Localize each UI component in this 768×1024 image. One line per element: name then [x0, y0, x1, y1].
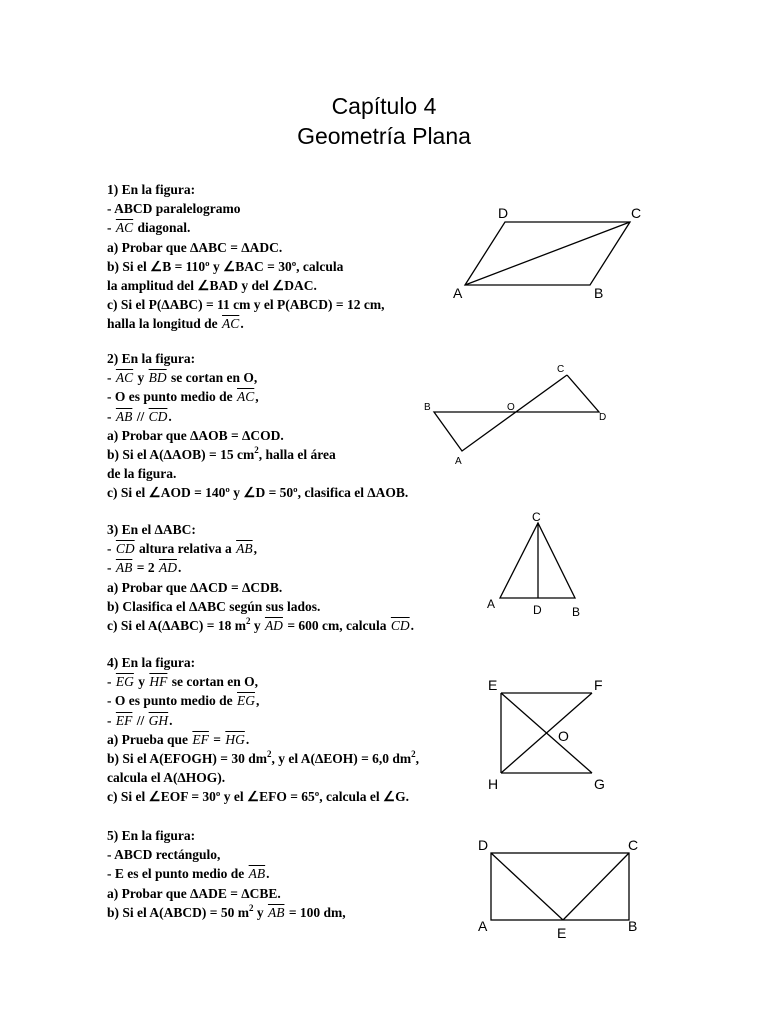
statement-text: - E es el punto medio de — [107, 866, 248, 882]
statement-text: - — [107, 560, 115, 576]
segment-notation: $\overline{AC}$ — [115, 220, 134, 236]
statement-text: // — [133, 408, 148, 424]
statement-text: calcula el A(∆HOG). — [107, 770, 226, 786]
statement-text: c) Si el A(∆ABC) = 18 m — [107, 617, 246, 633]
statement-text: . — [266, 866, 270, 882]
superscript: 2 — [266, 748, 272, 759]
statement-text: , — [256, 693, 260, 709]
statement-text: se cortan en O, — [167, 370, 258, 386]
label-a: A — [455, 456, 462, 467]
statement-text: y — [253, 904, 267, 920]
statement-text: b) Si el A(ABCD) = 50 m — [107, 904, 249, 920]
statement-text: c) Si el ∠EOF = 30º y el ∠EFO = 65º, calcula el ∠G. — [107, 789, 409, 805]
superscript: 2 — [254, 444, 259, 455]
segment-notation: $\overline{AB}$ — [236, 541, 253, 557]
superscript: 2 — [411, 748, 416, 759]
segment-notation: $\overline{EF}$ — [192, 731, 209, 747]
label-c: C — [628, 837, 639, 853]
statement-text: , y el A(∆EOH) = 6,0 dm — [271, 750, 412, 766]
segment-notation: $\overline{AB}$ — [115, 560, 133, 576]
statement-text: - — [107, 541, 115, 557]
segment-notation: $\overline{EG}$ — [237, 693, 256, 709]
segment-de — [491, 853, 563, 920]
statement-text: - — [107, 220, 115, 236]
segment-notation: $\overline{AD}$ — [158, 560, 177, 576]
statement-text: c) Si el P(∆ABC) = 11 cm y el P(ABCD) = 12 cm, — [107, 297, 385, 313]
statement-text: - — [107, 370, 115, 386]
statement-text: = 2 — [133, 560, 158, 576]
statement-text: b) Si el ∠B = 110º y ∠BAC = 30º, calcula — [107, 258, 344, 274]
statement-text: = — [209, 731, 225, 747]
statement-text: , halla el área — [258, 446, 336, 462]
statement-text: . — [169, 712, 173, 728]
statement-text: // — [133, 712, 148, 728]
segment-notation: $\overline{CD}$ — [115, 541, 135, 557]
statement-text: 3) En el ∆ABC: — [107, 522, 196, 537]
label-f: F — [594, 677, 603, 693]
label-o: O — [507, 402, 515, 413]
label-h: H — [488, 776, 499, 792]
subject-title: Geometría Plana — [297, 123, 471, 149]
label-c: C — [532, 510, 541, 524]
statement-text: c) Si el ∠AOD = 140º y ∠D = 50º, clasifica el ∆AOB. — [107, 485, 409, 501]
statement-text: a) Probar que ∆ADE = ∆CBE. — [107, 885, 281, 901]
statement-text: = 100 dm, — [285, 904, 346, 920]
statement-text: . — [410, 617, 415, 633]
label-e: E — [488, 677, 498, 693]
statement-text: a) Prueba que — [107, 731, 192, 747]
label-d: D — [478, 837, 489, 853]
segment-notation: $\overline{BD}$ — [148, 370, 167, 386]
segment-notation: $\overline{GH}$ — [148, 712, 169, 728]
statement-text: 4) En la figura: — [107, 655, 196, 670]
segment-notation: $\overline{HF}$ — [149, 674, 168, 690]
statement-text: a) Probar que ∆ACD = ∆CDB. — [107, 579, 283, 595]
segment-notation: $\overline{CD}$ — [390, 617, 410, 633]
label-a: A — [453, 285, 463, 301]
statement-text: 2) En la figura: — [107, 351, 196, 366]
segment-notation: $\overline{HG}$ — [225, 731, 245, 747]
statement-text: - O es punto medio de — [107, 389, 237, 405]
statement-text: . — [240, 316, 244, 332]
segment-notation: $\overline{AC}$ — [222, 316, 240, 332]
label-o: O — [558, 728, 569, 744]
segment-notation: $\overline{AB}$ — [267, 904, 285, 920]
label-e: E — [557, 925, 567, 941]
statement-text: - — [107, 712, 115, 728]
label-g: G — [594, 776, 605, 792]
statement-text: - ABCD rectángulo, — [107, 847, 221, 863]
statement-text: b) Si el A(∆AOB) = 15 cm — [107, 446, 255, 462]
statement-text: - — [107, 408, 115, 424]
statement-text: . — [177, 560, 182, 576]
label-d: D — [533, 603, 542, 617]
statement-text: - O es punto medio de — [107, 693, 237, 709]
statement-text: . — [168, 408, 172, 424]
label-d: D — [498, 205, 509, 221]
label-a: A — [478, 918, 488, 934]
statement-text: diagonal. — [134, 220, 191, 236]
segment-notation: $\overline{AB}$ — [248, 866, 266, 882]
segment-notation: $\overline{EG}$ — [115, 674, 134, 690]
statement-text: se cortan en O, — [168, 674, 258, 690]
statement-text: 5) En la figura: — [107, 828, 196, 843]
statement-text: halla la longitud de — [107, 316, 222, 332]
statement-text: - — [107, 674, 115, 690]
segment-notation: $\overline{AC}$ — [237, 389, 255, 405]
segment-notation: $\overline{AB}$ — [115, 408, 133, 424]
label-d: D — [599, 412, 607, 423]
segment-notation: $\overline{EF}$ — [115, 712, 133, 728]
segment-notation: $\overline{AD}$ — [264, 617, 283, 633]
label-c: C — [557, 364, 565, 375]
segment-notation: $\overline{CD}$ — [148, 408, 168, 424]
statement-text: b) Si el A(EFOGH) = 30 dm — [107, 750, 267, 766]
statement-text: = 600 cm, calcula — [283, 617, 390, 633]
label-a: A — [487, 597, 496, 611]
statement-text: 1) En la figura: — [107, 182, 196, 197]
statement-text: b) Clasifica el ∆ABC según sus lados. — [107, 598, 321, 614]
statement-text: y — [134, 674, 149, 690]
segment-notation: $\overline{AC}$ — [115, 370, 134, 386]
statement-text: , — [415, 750, 420, 766]
statement-text: altura relativa a — [135, 541, 236, 557]
segment-ce — [563, 853, 629, 920]
statement-text: de la figura. — [107, 466, 177, 482]
statement-text: la amplitud del ∠BAD y del ∠DAC. — [107, 277, 317, 293]
statement-text: . — [245, 731, 250, 747]
statement-text: y — [134, 370, 148, 386]
label-b: B — [424, 402, 431, 413]
chapter-title: Capítulo 4 — [331, 93, 437, 119]
label-b: B — [594, 285, 604, 301]
statement-text: - ABCD paralelogramo — [107, 201, 241, 217]
statement-text: , — [253, 541, 257, 557]
statement-text: a) Probar que ∆ABC = ∆ADC. — [107, 239, 283, 255]
label-c: C — [631, 205, 642, 221]
rectangle-abcd — [491, 853, 629, 920]
label-b: B — [572, 605, 581, 619]
statement-text: , — [255, 389, 259, 405]
superscript: 2 — [245, 615, 251, 626]
statement-text: y — [250, 617, 264, 633]
label-b: B — [628, 918, 638, 934]
statement-text: a) Probar que ∆AOB = ∆COD. — [107, 427, 284, 443]
superscript: 2 — [248, 902, 254, 913]
